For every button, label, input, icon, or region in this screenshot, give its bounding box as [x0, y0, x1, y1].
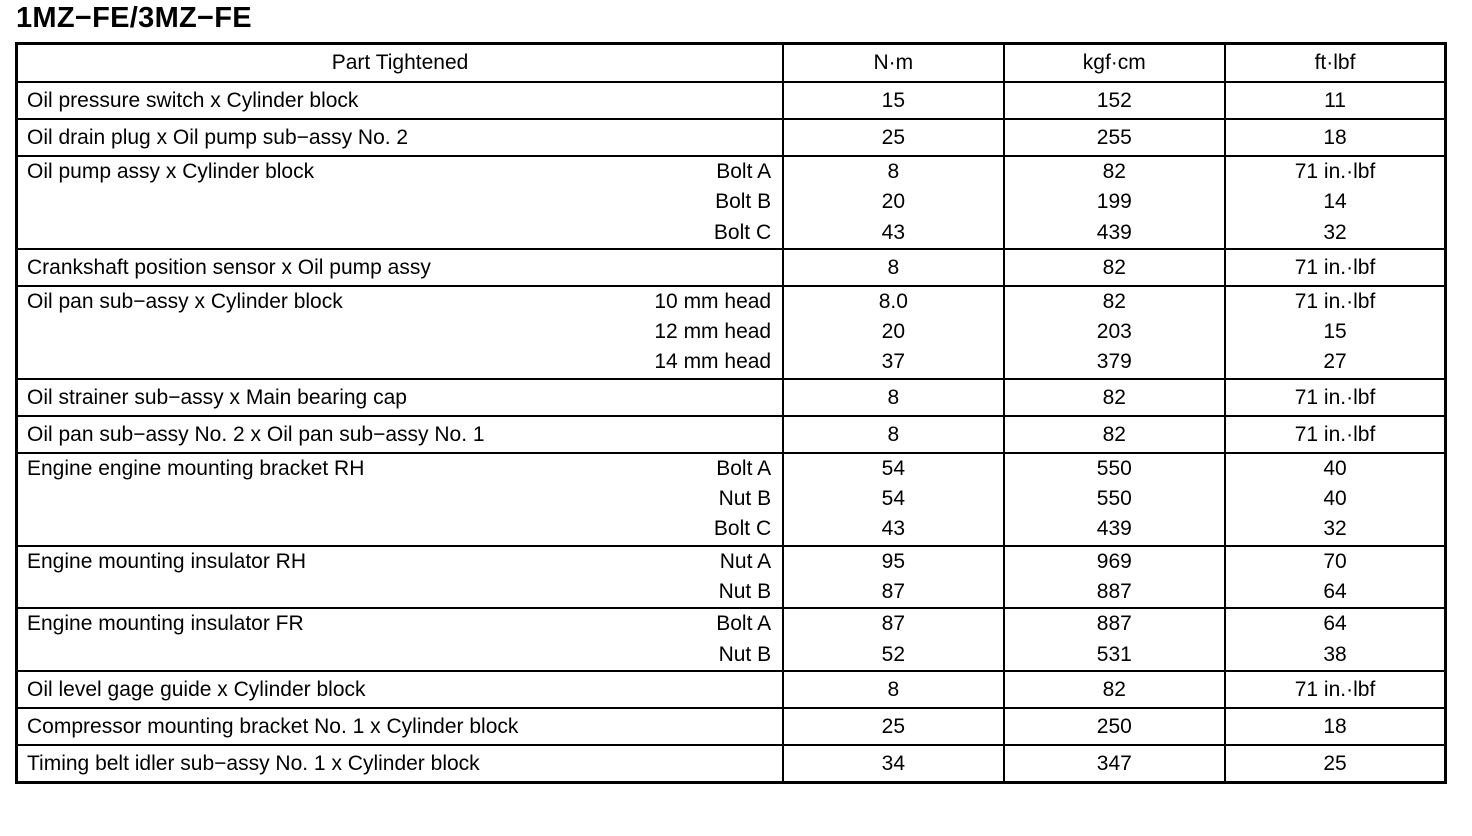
- nm-value: 87: [881, 579, 906, 603]
- ftlbf-value: 25: [1323, 751, 1347, 775]
- kgfcm-value: 82: [1102, 677, 1126, 701]
- condition-label: Nut B: [718, 579, 772, 603]
- nm-cell: [783, 249, 1003, 286]
- nm-value: 95: [881, 549, 906, 573]
- part-cell: [17, 608, 784, 671]
- nm-cell: [783, 119, 1003, 156]
- part-name-col: [27, 609, 304, 670]
- ftlbf-cell: [1225, 249, 1445, 286]
- ftlbf-value: 27: [1323, 350, 1347, 374]
- part-cell: [17, 156, 784, 249]
- part-name-col: [27, 454, 364, 545]
- kgfcm-value: 887: [1096, 612, 1132, 636]
- ftlbf-value: 15: [1323, 320, 1347, 344]
- nm-value: 87: [881, 612, 906, 636]
- kgfcm-cell: [1004, 119, 1225, 156]
- condition-label: Bolt B: [715, 190, 772, 214]
- nm-value: 20: [881, 190, 906, 214]
- nm-value: 25: [881, 714, 906, 738]
- part-name-col: [27, 120, 408, 155]
- nm-value: 54: [881, 456, 906, 480]
- kgfcm-value: 531: [1096, 642, 1132, 666]
- part-cell: [17, 249, 784, 286]
- part-wrap: [18, 287, 782, 378]
- part-name-col: [27, 547, 306, 608]
- part-name: Oil strainer sub−assy x Main bearing cap: [27, 385, 407, 409]
- kgfcm-cell: [1004, 286, 1225, 379]
- table-row: [17, 82, 1446, 119]
- ftlbf-cell: [1225, 416, 1445, 453]
- condition-col: [714, 454, 771, 545]
- table-row: [17, 286, 1446, 379]
- part-cell: [17, 286, 784, 379]
- condition-label: Bolt A: [716, 456, 772, 480]
- table-row: [17, 379, 1446, 416]
- nm-value: 34: [881, 751, 906, 775]
- kgfcm-value: 82: [1102, 385, 1126, 409]
- ftlbf-cell: [1225, 119, 1445, 156]
- part-cell: [17, 82, 784, 119]
- condition-label: 12 mm head: [654, 320, 772, 344]
- kgfcm-cell: [1004, 156, 1225, 249]
- ftlbf-value: 32: [1323, 517, 1347, 541]
- ftlbf-value: 11: [1324, 89, 1346, 112]
- condition-label: Nut B: [718, 642, 772, 666]
- ftlbf-value: 64: [1323, 579, 1347, 603]
- table-body: [17, 82, 1446, 782]
- kgfcm-cell: [1004, 416, 1225, 453]
- ftlbf-value: 71 in.·lbf: [1294, 255, 1376, 279]
- kgfcm-value: 550: [1096, 487, 1132, 511]
- part-name: Oil pan sub−assy x Cylinder block: [27, 289, 343, 313]
- part-wrap: [18, 609, 782, 670]
- nm-cell: [783, 453, 1003, 546]
- ftlbf-cell: [1225, 608, 1445, 671]
- part-name-col: [27, 709, 518, 744]
- kgfcm-value: 255: [1096, 126, 1132, 149]
- nm-value: 8.0: [878, 289, 908, 313]
- nm-cell: [783, 416, 1003, 453]
- part-wrap: [18, 746, 782, 781]
- part-name-col: [27, 250, 431, 285]
- nm-cell: [783, 546, 1003, 609]
- kgfcm-value: 82: [1102, 289, 1126, 313]
- ftlbf-value: 64: [1323, 612, 1347, 636]
- part-wrap: [18, 380, 782, 415]
- part-wrap: [18, 454, 782, 545]
- part-wrap: [18, 672, 782, 707]
- torque-spec-table: [15, 42, 1447, 784]
- condition-col: [714, 157, 771, 248]
- part-name: Oil pump assy x Cylinder block: [27, 160, 315, 183]
- part-name: Oil drain plug x Oil pump sub−assy No. 2: [27, 126, 409, 149]
- condition-label: Bolt A: [716, 612, 772, 636]
- condition-col: [719, 547, 772, 608]
- table-row: [17, 119, 1446, 156]
- part-name: Crankshaft position sensor x Oil pump assy: [27, 255, 431, 279]
- part-cell: [17, 671, 784, 708]
- table-row: [17, 156, 1446, 249]
- part-cell: [17, 453, 784, 546]
- part-name: Engine mounting insulator FR: [27, 612, 304, 636]
- nm-value: 8: [887, 422, 900, 446]
- ftlbf-value: 32: [1323, 220, 1347, 244]
- ftlbf-value: 71 in.·lbf: [1294, 289, 1376, 313]
- kgfcm-value: 82: [1102, 422, 1126, 446]
- part-wrap: [18, 417, 782, 452]
- ftlbf-cell: [1225, 82, 1445, 119]
- kgfcm-value: 250: [1096, 714, 1132, 738]
- ftlbf-value: 38: [1323, 642, 1347, 666]
- kgfcm-cell: [1004, 708, 1225, 745]
- kgfcm-value: 199: [1096, 190, 1132, 214]
- kgfcm-cell: [1004, 608, 1225, 671]
- table-row: [17, 453, 1446, 546]
- kgfcm-cell: [1004, 379, 1225, 416]
- table-row: [17, 708, 1446, 745]
- nm-cell: [783, 379, 1003, 416]
- part-name: Oil pan sub−assy No. 2 x Oil pan sub−assy No. 1: [27, 422, 485, 446]
- table-row: [17, 416, 1446, 453]
- kgfcm-cell: [1004, 249, 1225, 286]
- kgfcm-value: 550: [1096, 456, 1132, 480]
- ftlbf-value: 71 in.·lbf: [1294, 677, 1376, 701]
- condition-label: 14 mm head: [654, 350, 772, 374]
- kgfcm-value: 887: [1096, 579, 1132, 603]
- part-cell: [17, 745, 784, 783]
- table-row: [17, 671, 1446, 708]
- ftlbf-value: 71 in.·lbf: [1294, 385, 1376, 409]
- part-name-col: [27, 380, 407, 415]
- ftlbf-value: 71 in.·lbf: [1294, 160, 1376, 183]
- header-kgfcm: kgf·cm: [1004, 44, 1225, 83]
- part-wrap: [18, 120, 782, 155]
- ftlbf-cell: [1225, 745, 1445, 783]
- nm-value: 54: [881, 487, 906, 511]
- ftlbf-value: 40: [1323, 487, 1347, 511]
- part-name: Oil pressure switch x Cylinder block: [27, 89, 359, 112]
- nm-value: 25: [881, 126, 906, 149]
- part-cell: [17, 379, 784, 416]
- kgfcm-value: 379: [1096, 350, 1132, 374]
- ftlbf-cell: [1225, 671, 1445, 708]
- part-cell: [17, 546, 784, 609]
- nm-cell: [783, 671, 1003, 708]
- table-row: [17, 249, 1446, 286]
- kgfcm-cell: [1004, 745, 1225, 783]
- header-nm: N·m: [783, 44, 1003, 83]
- nm-cell: [783, 82, 1003, 119]
- ftlbf-cell: [1225, 453, 1445, 546]
- table-row: [17, 546, 1446, 609]
- nm-value: 8: [887, 385, 900, 409]
- nm-cell: [783, 608, 1003, 671]
- nm-cell: [783, 708, 1003, 745]
- ftlbf-value: 14: [1323, 190, 1347, 214]
- ftlbf-cell: [1225, 708, 1445, 745]
- condition-label: Bolt A: [716, 160, 772, 183]
- nm-value: 43: [881, 220, 906, 244]
- part-name-col: [27, 746, 480, 781]
- condition-col: [654, 287, 771, 378]
- part-wrap: [18, 157, 782, 248]
- part-name-col: [27, 672, 366, 707]
- part-cell: [17, 416, 784, 453]
- table-row: [17, 745, 1446, 783]
- kgfcm-value: 439: [1096, 517, 1132, 541]
- part-cell: [17, 119, 784, 156]
- part-name-col: [27, 287, 343, 378]
- part-cell: [17, 708, 784, 745]
- part-wrap: [18, 709, 782, 744]
- kgfcm-value: 969: [1096, 549, 1132, 573]
- condition-label: Bolt C: [713, 517, 772, 541]
- ftlbf-value: 70: [1323, 549, 1347, 573]
- ftlbf-cell: [1225, 156, 1445, 249]
- kgfcm-cell: [1004, 453, 1225, 546]
- nm-value: 8: [887, 677, 900, 701]
- ftlbf-cell: [1225, 286, 1445, 379]
- condition-label: Bolt C: [713, 220, 772, 244]
- nm-cell: [783, 286, 1003, 379]
- header-part-tightened: Part Tightened: [17, 44, 784, 83]
- part-name: Engine mounting insulator RH: [27, 549, 306, 573]
- nm-value: 15: [881, 89, 906, 112]
- condition-label: Nut B: [718, 487, 772, 511]
- kgfcm-cell: [1004, 82, 1225, 119]
- kgfcm-value: 152: [1096, 89, 1132, 112]
- nm-cell: [783, 156, 1003, 249]
- nm-value: 20: [881, 320, 906, 344]
- kgfcm-cell: [1004, 546, 1225, 609]
- part-wrap: [18, 250, 782, 285]
- table-header-row: [17, 44, 1446, 83]
- ftlbf-value: 40: [1323, 456, 1347, 480]
- kgfcm-value: 82: [1102, 160, 1126, 183]
- part-name-col: [27, 417, 485, 452]
- nm-value: 8: [887, 160, 900, 183]
- condition-col: [716, 609, 771, 670]
- kgfcm-value: 347: [1096, 751, 1132, 775]
- part-name: Timing belt idler sub−assy No. 1 x Cylinder block: [27, 751, 480, 775]
- ftlbf-cell: [1225, 379, 1445, 416]
- condition-label: Nut A: [719, 549, 772, 573]
- condition-label: 10 mm head: [654, 289, 772, 313]
- ftlbf-value: 71 in.·lbf: [1294, 422, 1376, 446]
- part-name: Compressor mounting bracket No. 1 x Cylinder block: [27, 714, 519, 738]
- nm-value: 43: [881, 517, 906, 541]
- part-wrap: [18, 547, 782, 608]
- ftlbf-cell: [1225, 546, 1445, 609]
- nm-cell: [783, 745, 1003, 783]
- header-ftlbf: ft·lbf: [1225, 44, 1445, 83]
- nm-value: 8: [887, 255, 900, 279]
- part-name-col: [27, 157, 314, 248]
- kgfcm-value: 203: [1096, 320, 1132, 344]
- part-name-col: [27, 83, 358, 118]
- ftlbf-value: 18: [1323, 126, 1347, 149]
- kgfcm-value: 82: [1102, 255, 1126, 279]
- page-title: 1MZ−FE/3MZ−FE: [16, 2, 252, 34]
- part-wrap: [18, 83, 782, 118]
- nm-value: 52: [881, 642, 906, 666]
- nm-value: 37: [881, 350, 906, 374]
- part-name: Engine engine mounting bracket RH: [27, 456, 365, 480]
- ftlbf-value: 18: [1323, 714, 1347, 738]
- kgfcm-value: 439: [1096, 220, 1132, 244]
- part-name: Oil level gage guide x Cylinder block: [27, 677, 366, 701]
- table-row: [17, 608, 1446, 671]
- kgfcm-cell: [1004, 671, 1225, 708]
